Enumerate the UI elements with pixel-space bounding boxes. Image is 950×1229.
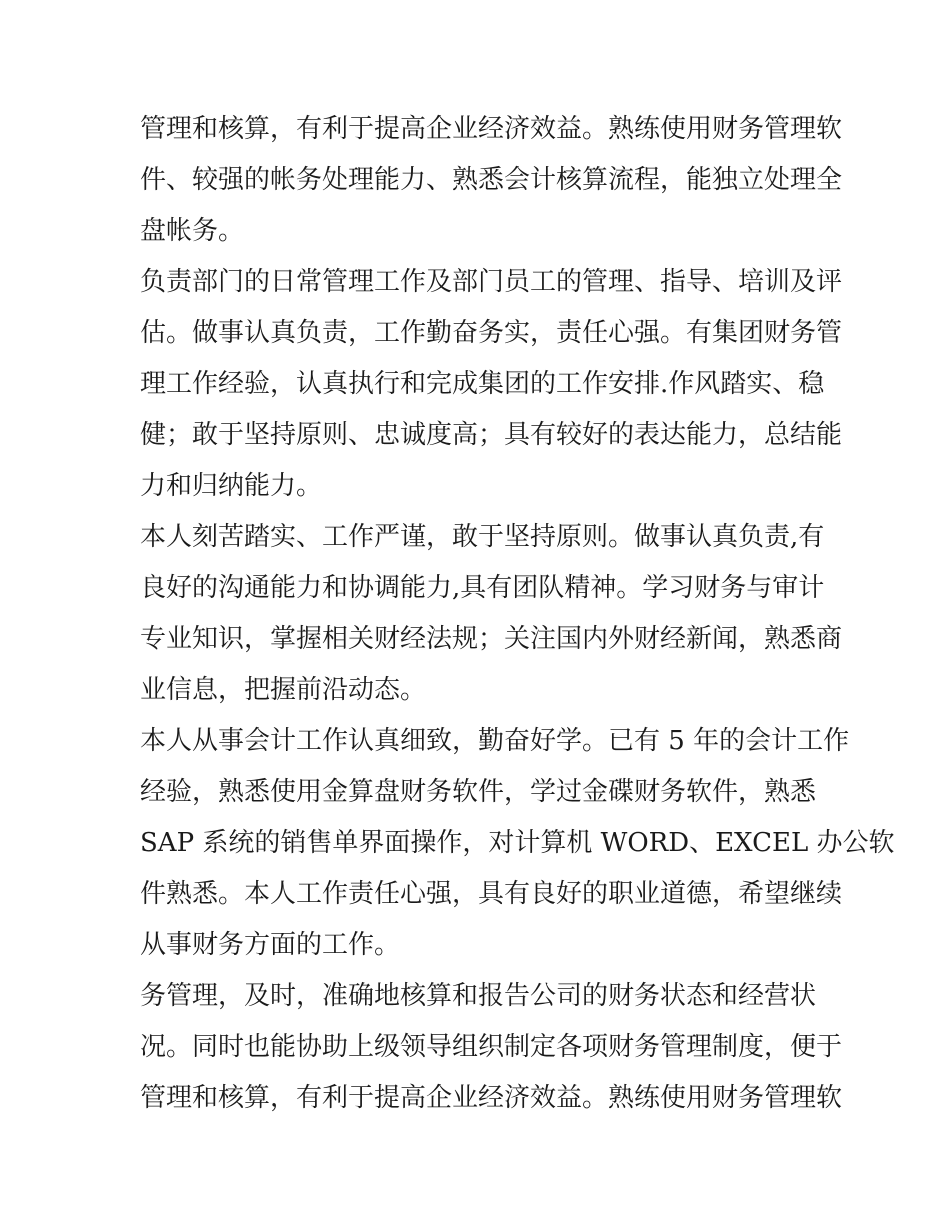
text-line: 本人刻苦踏实、工作严谨，敢于坚持原则。做事认真负责,有 [140, 522, 825, 552]
text-line: 理工作经验，认真执行和完成集团的工作安排.作风踏实、稳 [140, 369, 825, 399]
text-line: 管理和核算，有利于提高企业经济效益。熟练使用财务管理软 [140, 1083, 843, 1113]
text-line: 件熟悉。本人工作责任心强，具有良好的职业道德，希望继续 [140, 879, 843, 909]
text-line: 经验，熟悉使用金算盘财务软件，学过金碟财务软件，熟悉 [140, 777, 817, 807]
text-line: SAP 系统的销售单界面操作，对计算机 WORD、EXCEL 办公软 [140, 828, 895, 858]
text-line: 估。做事认真负责，工作勤奋务实，责任心强。有集团财务管 [140, 318, 843, 348]
text-line: 务管理，及时，准确地核算和报告公司的财务状态和经营状 [140, 981, 817, 1011]
paragraph [140, 257, 843, 512]
paragraph [140, 104, 843, 257]
text-line: 本人从事会计工作认真细致，勤奋好学。已有 5 年的会计工作 [140, 726, 850, 756]
text-line: 盘帐务。 [140, 216, 245, 246]
paragraph [140, 716, 895, 971]
document-body [140, 104, 895, 1124]
text-line: 负责部门的日常管理工作及部门员工的管理、指导、培训及评 [140, 267, 843, 297]
text-line: 业信息，把握前沿动态。 [140, 675, 427, 705]
text-line: 力和归纳能力。 [140, 471, 323, 501]
text-line: 况。同时也能协助上级领导组织制定各项财务管理制度，便于 [140, 1032, 843, 1062]
text-line: 良好的沟通能力和协调能力,具有团队精神。学习财务与审计 [140, 573, 825, 603]
paragraph [140, 512, 843, 716]
paragraph [140, 971, 843, 1124]
text-line: 专业知识，掌握相关财经法规；关注国内外财经新闻，熟悉商 [140, 624, 843, 654]
text-line: 从事财务方面的工作。 [140, 930, 401, 960]
text-line: 健；敢于坚持原则、忠诚度高；具有较好的表达能力，总结能 [140, 420, 843, 450]
text-line: 件、较强的帐务处理能力、熟悉会计核算流程，能独立处理全 [140, 165, 843, 195]
text-line: 管理和核算，有利于提高企业经济效益。熟练使用财务管理软 [140, 114, 843, 144]
